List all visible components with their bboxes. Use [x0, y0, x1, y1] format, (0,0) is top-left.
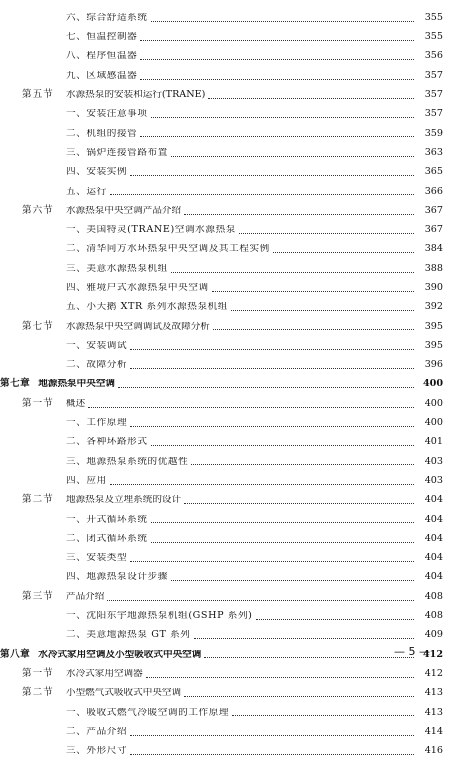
toc-title: 一、安装调试	[66, 340, 128, 351]
toc-page-number: 355	[424, 31, 443, 43]
toc-entry-item	[0, 703, 449, 722]
toc-entry-section	[0, 587, 449, 606]
toc-title: 三、安装类型	[66, 553, 128, 563]
toc-entry-item	[0, 548, 449, 567]
dot-leader	[184, 695, 414, 697]
toc-entry-item	[0, 278, 449, 297]
toc-page-number: 388	[424, 262, 443, 274]
toc-entry-item	[0, 8, 449, 27]
dot-leader	[140, 78, 414, 80]
section-number: 第二节	[22, 687, 54, 699]
dot-leader	[194, 637, 415, 639]
dot-leader	[239, 232, 414, 234]
toc-entry-item	[0, 606, 449, 625]
toc-page-number: 413	[424, 687, 443, 699]
toc-title: 一、沈阳东宇地源热泵机组(GSHP 系列)	[66, 611, 253, 621]
toc-entry-chapter	[0, 645, 449, 664]
toc-page-number: 396	[424, 359, 443, 371]
toc-title: 水冷式家用空调器	[66, 668, 143, 679]
toc-title: 概述	[66, 398, 86, 409]
toc-title: 二、清华同方水环热泵中央空调及其工程实例	[66, 244, 270, 254]
toc-entry-item	[0, 471, 449, 490]
toc-title: 三、美意水源热泵机组	[66, 263, 168, 274]
toc-entry-section	[0, 201, 449, 220]
toc-title: 一、美国特灵(TRANE)空调水源热泵	[66, 225, 236, 235]
toc-entry-section	[0, 490, 449, 509]
toc-entry-item	[0, 66, 449, 85]
toc-page-number: 356	[424, 50, 443, 62]
toc-entry-section	[0, 394, 449, 413]
toc-page-number: 403	[424, 474, 443, 486]
dot-leader	[184, 213, 414, 215]
dot-leader	[151, 541, 414, 543]
section-number: 第五节	[22, 89, 54, 101]
toc-title: 七、恒温控制器	[66, 32, 138, 42]
toc-page-number: 414	[424, 725, 443, 737]
toc-entry-item	[0, 336, 449, 355]
toc-title: 九、区域感温器	[66, 70, 138, 81]
toc-page-number: 404	[424, 552, 443, 564]
toc-title: 四、雅境户式水源热泵中央空调	[66, 283, 209, 293]
dot-leader	[118, 386, 414, 388]
toc-page-number: 408	[424, 590, 443, 602]
dot-leader	[231, 309, 414, 311]
toc-title: 四、安装实例	[66, 167, 128, 177]
toc-entry-item	[0, 47, 449, 66]
toc-page-number: 365	[424, 166, 443, 178]
dot-leader	[208, 97, 414, 99]
toc-title: 二、产品介绍	[66, 726, 128, 737]
toc-entry-item	[0, 355, 449, 374]
toc-page-number: 367	[424, 204, 443, 216]
section-number: 第一节	[22, 397, 54, 409]
toc-title: 水冷式家用空调及小型吸收式中央空调	[38, 649, 202, 660]
toc-entry-item	[0, 104, 449, 123]
toc-page-number: 367	[424, 224, 443, 236]
toc-title: 五、小天鹅 XTR 系列水源热泵机组	[66, 302, 229, 312]
toc-page-number: 390	[424, 282, 443, 293]
toc-title: 二、闭式循环系统	[66, 533, 148, 544]
toc-title: 二、机组的接管	[66, 128, 138, 139]
toc-title: 一、吸收式燃气冷暖空调的工作原理	[66, 707, 230, 718]
toc-entry-item	[0, 27, 449, 46]
toc-title: 六、综合舒适系统	[66, 12, 148, 23]
toc-page-number: 395	[424, 339, 443, 351]
toc-page-number: 366	[424, 185, 443, 197]
toc-entry-item	[0, 568, 449, 587]
dot-leader	[130, 753, 414, 755]
dot-leader	[130, 425, 414, 427]
toc-page-number: 400	[424, 417, 443, 429]
toc-title: 小型燃气式吸收式中央空调	[66, 688, 182, 698]
dot-leader	[151, 521, 414, 523]
toc-entry-item	[0, 143, 449, 162]
section-number: 第一节	[22, 667, 54, 679]
dot-leader	[204, 656, 414, 658]
toc-title: 二、故障分析	[66, 360, 128, 370]
toc-page-number: 404	[424, 494, 443, 506]
toc-entry-section	[0, 317, 449, 336]
dot-leader	[151, 444, 414, 446]
toc-page-number: 416	[424, 745, 443, 757]
toc-entry-item	[0, 240, 449, 259]
toc-page-number: 404	[424, 571, 443, 583]
dot-leader	[130, 367, 414, 369]
dot-leader	[151, 20, 414, 22]
toc-title: 四、应用	[66, 475, 107, 486]
section-number: 第七节	[22, 320, 54, 332]
toc-entry-item	[0, 124, 449, 143]
toc-title: 一、工作原理	[66, 418, 128, 428]
toc-title: 五、运行	[66, 186, 107, 197]
toc-page-number: 400	[422, 378, 443, 390]
dot-leader	[140, 135, 414, 137]
toc-page-number: 404	[424, 513, 443, 525]
toc-page-number: 400	[424, 397, 443, 409]
section-number: 第二节	[22, 494, 54, 506]
chapter-number: 第八章	[0, 648, 31, 660]
toc-page-number: 404	[424, 532, 443, 544]
section-number: 第六节	[22, 204, 54, 216]
toc-entry-section	[0, 85, 449, 104]
toc-entry-item	[0, 626, 449, 645]
toc-entry-item	[0, 182, 449, 201]
toc-page-number: 403	[424, 455, 443, 467]
toc-entry-chapter	[0, 375, 449, 394]
dot-leader	[140, 58, 414, 60]
toc-page-number: 359	[424, 127, 443, 139]
dot-leader	[171, 271, 414, 273]
toc-entry-item	[0, 259, 449, 278]
toc-entry-item	[0, 433, 449, 452]
toc-title: 二、美意地源热泵 GT 系列	[66, 630, 191, 640]
dot-leader	[130, 734, 414, 736]
dot-leader	[151, 116, 414, 118]
dot-leader	[130, 348, 414, 350]
dot-leader	[130, 560, 414, 562]
toc-title: 水源热泵中央空调调试及故障分析	[66, 321, 210, 332]
chapter-number: 第七章	[0, 378, 31, 390]
toc-title: 二、各种环路形式	[66, 437, 148, 447]
dot-leader	[140, 39, 414, 41]
dot-leader	[273, 251, 414, 253]
toc-page-number: 413	[424, 706, 443, 718]
toc-entry-item	[0, 220, 449, 239]
toc-title: 地源热泵中央空调	[38, 379, 116, 390]
toc-page-number: 409	[424, 629, 443, 641]
toc-title: 三、外形尺寸	[66, 746, 128, 756]
toc-title: 地源热泵及立埋系统的设计	[66, 495, 182, 505]
toc-page-number: 412	[422, 648, 443, 660]
toc-page-number: 357	[424, 108, 443, 120]
dot-leader	[171, 579, 414, 581]
toc-entry-item	[0, 452, 449, 471]
page-number: — 5 —	[394, 645, 430, 658]
toc-title: 八、程序恒温器	[66, 51, 138, 62]
toc-page-number: 357	[424, 69, 443, 81]
dot-leader	[110, 483, 414, 485]
table-of-contents	[0, 8, 449, 761]
dot-leader	[130, 174, 414, 176]
dot-leader	[213, 328, 414, 330]
toc-page-number: 355	[424, 11, 443, 23]
section-number: 第三节	[22, 590, 54, 602]
toc-entry-item	[0, 297, 449, 316]
toc-page-number: 363	[424, 146, 443, 158]
toc-title: 水源热泵的安装和运行(TRANE)	[66, 90, 206, 100]
toc-title: 产品介绍	[66, 591, 105, 602]
toc-page-number: 401	[424, 436, 443, 448]
dot-leader	[110, 193, 414, 195]
dot-leader	[191, 463, 414, 465]
toc-title: 三、锅炉连接管路布置	[66, 147, 168, 158]
dot-leader	[256, 618, 414, 620]
dot-leader	[232, 714, 414, 716]
dot-leader	[88, 406, 414, 408]
toc-title: 一、开式循环系统	[66, 514, 148, 525]
toc-entry-item	[0, 722, 449, 741]
dot-leader	[146, 676, 414, 678]
toc-title: 三、地源热泵系统的优越性	[66, 456, 189, 467]
toc-entry-item	[0, 529, 449, 548]
toc-entry-item	[0, 510, 449, 529]
toc-title: 水源热泵中央空调产品介绍	[66, 205, 182, 216]
dot-leader	[107, 599, 414, 601]
toc-entry-section	[0, 683, 449, 702]
toc-page-number: 392	[424, 301, 443, 313]
toc-entry-item	[0, 741, 449, 760]
toc-page-number: 412	[424, 667, 443, 679]
toc-title: 四、地源热泵设计步骤	[66, 572, 168, 583]
toc-page-number: 384	[424, 243, 443, 255]
dot-leader	[171, 155, 414, 157]
toc-page-number: 395	[424, 320, 443, 332]
toc-entry-item	[0, 413, 449, 432]
dot-leader	[184, 502, 414, 504]
toc-page-number: 408	[424, 610, 443, 622]
toc-title: 一、安装注意事项	[66, 109, 148, 119]
toc-entry-item	[0, 162, 449, 181]
dot-leader	[212, 290, 414, 292]
toc-page-number: 357	[424, 89, 443, 101]
